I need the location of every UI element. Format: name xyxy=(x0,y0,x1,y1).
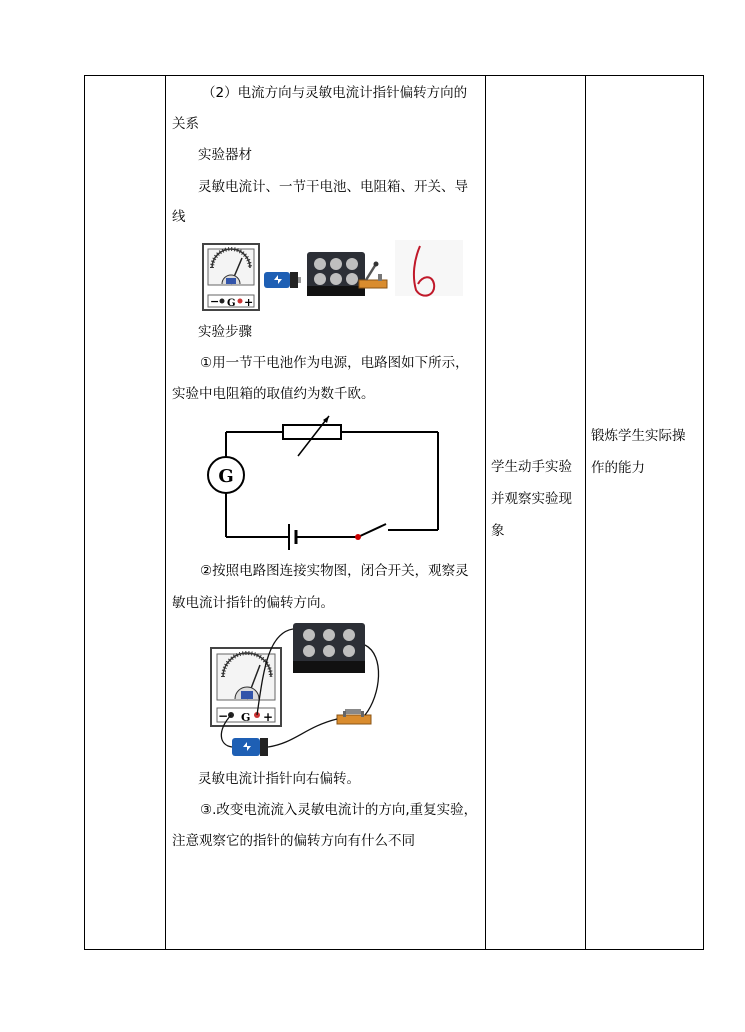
galvanometer-image xyxy=(211,648,281,726)
svg-text:+: + xyxy=(244,296,254,309)
column-divider xyxy=(585,76,586,949)
column-divider xyxy=(485,76,486,949)
switch-image xyxy=(337,709,371,724)
equipment-line2: 线 xyxy=(172,209,186,225)
wire-image xyxy=(395,240,463,296)
heading-line1: （2）电流方向与灵敏电流计指针偏转方向的 xyxy=(202,85,468,101)
steps-title: 实验步骤 xyxy=(198,324,252,340)
svg-text:G: G xyxy=(227,298,236,309)
battery-symbol xyxy=(289,524,296,550)
equipment-illustration xyxy=(200,240,465,312)
step2-line2: 敏电流计指针的偏转方向。 xyxy=(172,595,334,611)
circuit-diagram xyxy=(200,420,445,550)
step3-line1: ③.改变电流流入灵敏电流计的方向,重复实验， xyxy=(200,802,478,818)
battery-image xyxy=(232,738,268,756)
galvanometer-label: G xyxy=(218,466,234,487)
svg-text:−: − xyxy=(210,295,220,308)
wiring-illustration xyxy=(205,615,395,770)
teaching-purpose: 锻炼学生实际操作的能力 xyxy=(591,428,686,476)
svg-text:+: + xyxy=(263,710,274,724)
svg-text:−: − xyxy=(218,709,229,723)
student-activity: 学生动手实验并观察实验现象 xyxy=(491,459,572,539)
battery-image xyxy=(264,272,301,288)
galvanometer-image xyxy=(203,244,259,310)
equipment-line1: 灵敏电流计、一节干电池、电阻箱、开关、导 xyxy=(198,179,468,195)
switch-contact xyxy=(355,534,361,540)
heading-line2: 关系 xyxy=(172,116,199,132)
step3-line2: 注意观察它的指针的偏转方向有什么不同 xyxy=(172,833,415,849)
svg-text:G: G xyxy=(241,711,251,724)
resistance-box-image xyxy=(307,252,365,296)
column-divider xyxy=(165,76,166,949)
step2-line1: ②按照电路图连接实物图，闭合开关，观察灵 xyxy=(200,563,469,579)
equipment-title: 实验器材 xyxy=(198,147,252,163)
step1-line1: ①用一节干电池作为电源，电路图如下所示， xyxy=(200,355,469,371)
step1-line2: 实验中电阻箱的取值约为数千欧。 xyxy=(172,386,375,402)
resistance-box-image xyxy=(293,623,365,673)
result-text: 灵敏电流计指针向右偏转。 xyxy=(198,771,360,787)
